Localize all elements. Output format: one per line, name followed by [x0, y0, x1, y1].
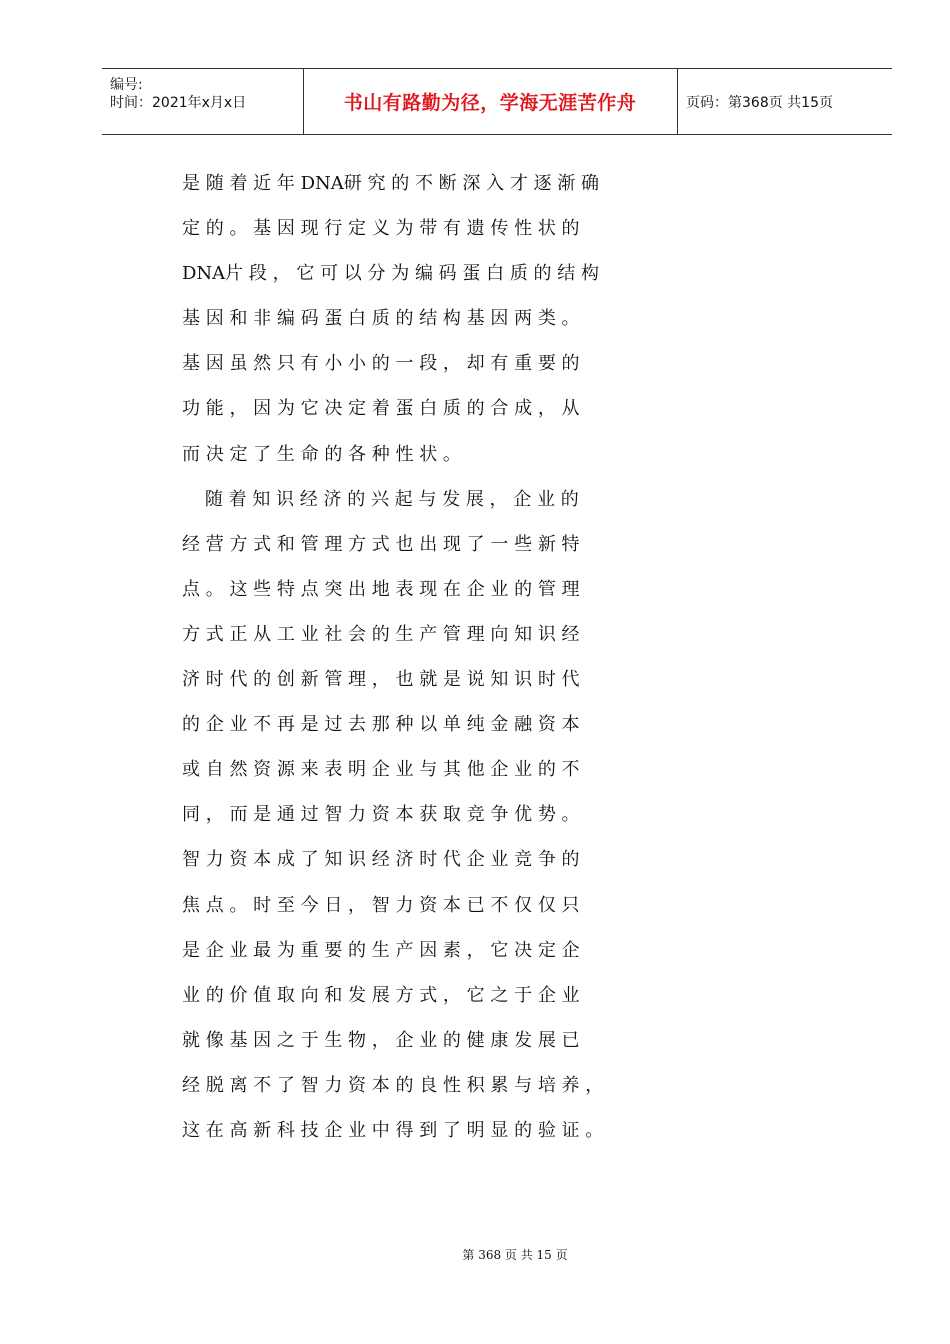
- text-line: 随 着 知 识 经 济 的 兴 起 与 发 展 ， 企 业 的: [182, 488, 579, 510]
- time-label: 时间：2021年x月x日: [110, 95, 247, 111]
- document-body: [182, 161, 832, 1153]
- text-line: 就 像 基 因 之 于 生 物 ， 企 业 的 健 康 发 展 已: [182, 1029, 580, 1051]
- text-line: 同 ， 而 是 通 过 智 力 资 本 获 取 竞 争 优 势 。: [182, 804, 580, 826]
- text-line: 济 时 代 的 创 新 管 理 ， 也 就 是 说 知 识 时 代: [182, 669, 580, 691]
- text-line: 基 因 虽 然 只 有 小 小 的 一 段 ， 却 有 重 要 的: [182, 353, 580, 375]
- text-line: 经 脱 离 不 了 智 力 资 本 的 良 性 积 累 与 培 养 ，: [182, 1074, 604, 1096]
- header-page-code: 页码：第368页 共15页: [686, 94, 833, 111]
- text-line: 是 随 着 近 年 DNA研 究 的 不 断 深 入 才 逐 渐 确: [182, 173, 600, 194]
- page-header: [102, 68, 892, 135]
- text-line: 焦 点 。 时 至 今 日 ， 智 力 资 本 已 不 仅 仅 只: [182, 894, 580, 916]
- number-label: 编号:: [110, 77, 143, 93]
- text-line: 方 式 正 从 工 业 社 会 的 生 产 管 理 向 知 识 经: [182, 623, 580, 645]
- text-line: 业 的 价 值 取 向 和 发 展 方 式 ， 它 之 于 企 业: [182, 984, 580, 1006]
- header-motto: 书山有路勤为径，学海无涯苦作舟: [303, 69, 678, 134]
- text-line: 是 企 业 最 为 重 要 的 生 产 因 素 ， 它 决 定 企: [182, 939, 580, 961]
- text-line: 定 的 。 基 因 现 行 定 义 为 带 有 遗 传 性 状 的: [182, 218, 580, 240]
- text-line: 智 力 资 本 成 了 知 识 经 济 时 代 企 业 竞 争 的: [182, 849, 580, 871]
- page-footer: 第 368 页 共 15 页: [462, 1248, 568, 1262]
- text-line: 这 在 高 新 科 技 企 业 中 得 到 了 明 显 的 验 证 。: [182, 1119, 604, 1141]
- text-line: 点 。 这 些 特 点 突 出 地 表 现 在 企 业 的 管 理: [182, 578, 580, 600]
- text-line: 功 能 ， 因 为 它 决 定 着 蛋 白 质 的 合 成 ， 从: [182, 398, 580, 420]
- header-meta-cell: [102, 69, 304, 134]
- text-line: 的 企 业 不 再 是 过 去 那 种 以 单 纯 金 融 资 本: [182, 714, 580, 736]
- text-line: 基 因 和 非 编 码 蛋 白 质 的 结 构 基 因 两 类 。: [182, 308, 580, 330]
- text-line: 而 决 定 了 生 命 的 各 种 性 状 。: [182, 443, 461, 465]
- text-line: 或 自 然 资 源 来 表 明 企 业 与 其 他 企 业 的 不: [182, 759, 580, 781]
- text-line: 经 营 方 式 和 管 理 方 式 也 出 现 了 一 些 新 特: [182, 533, 580, 555]
- text-line: DNA片 段 ， 它 可 以 分 为 编 码 蛋 白 质 的 结 构: [182, 263, 600, 285]
